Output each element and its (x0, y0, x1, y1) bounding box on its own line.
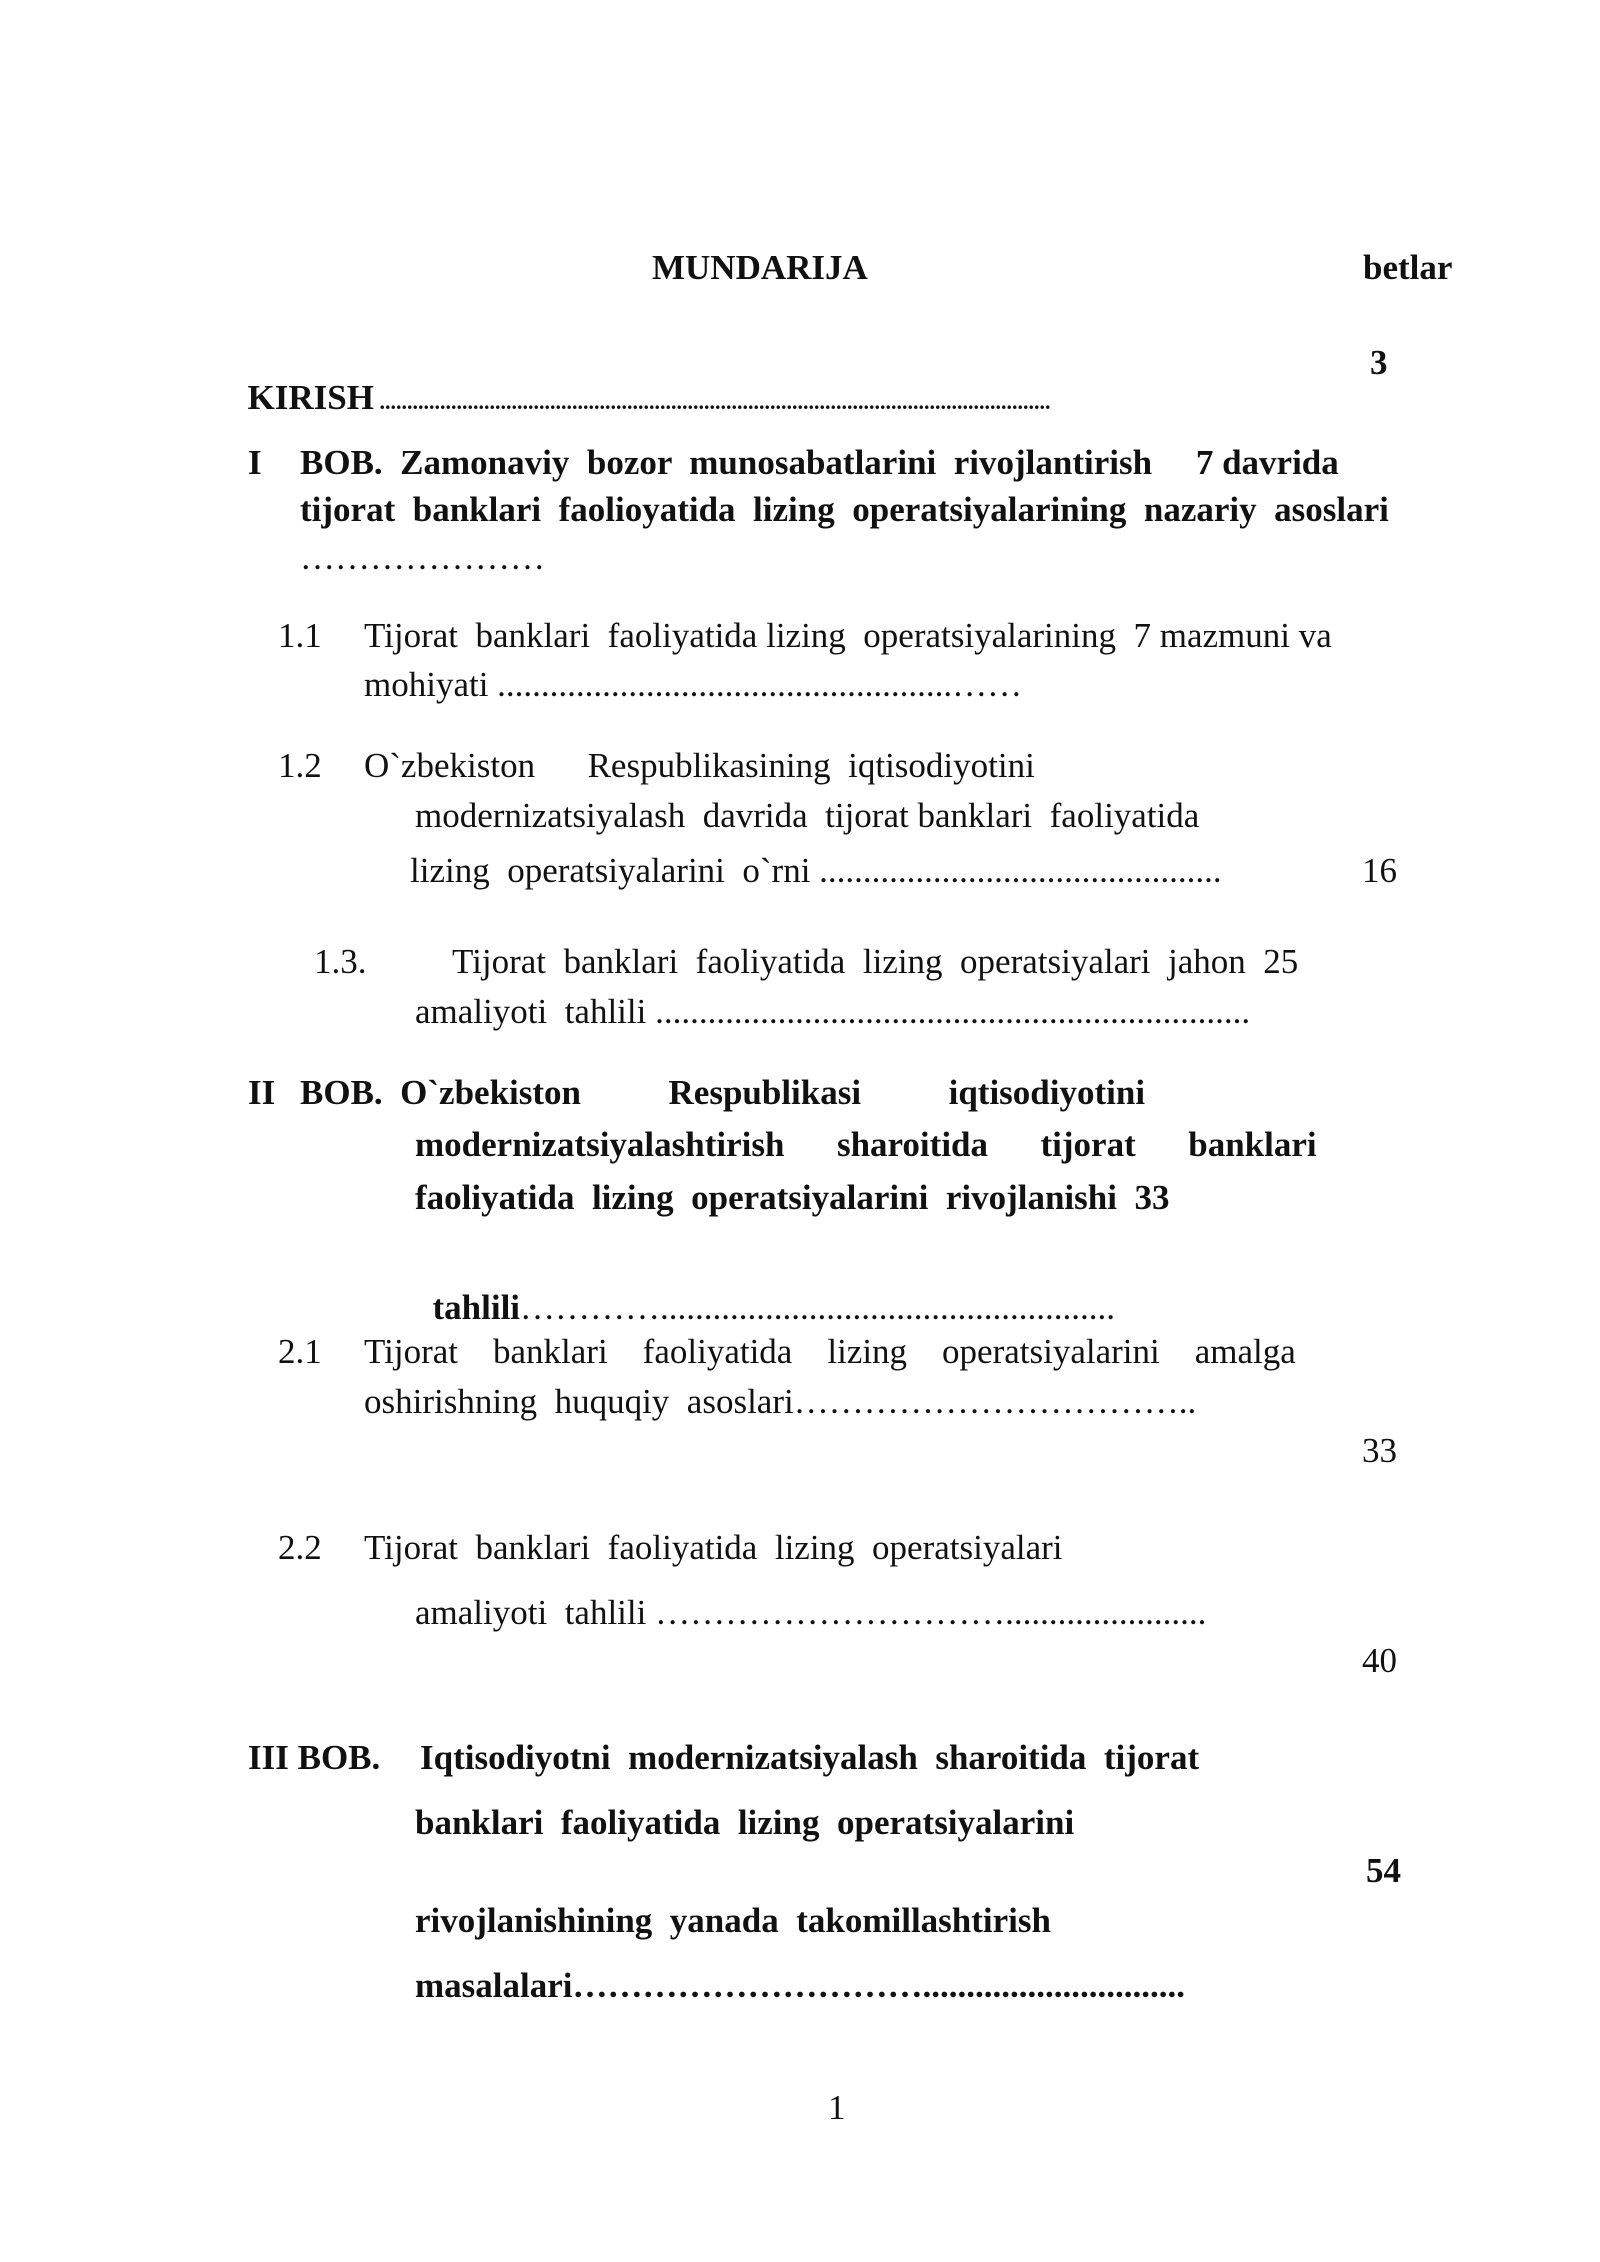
section-title-line: Tijorat banklari faoliyatida lizing operatsiyalari (364, 1528, 1063, 1567)
toc-entry-label: KIRISH (247, 378, 374, 417)
section-title-line: Tijorat banklari faoliyatida lizing operatsiyalarining 7 mazmuni va (364, 616, 1332, 655)
chapter-number: I (248, 443, 262, 482)
chapter-title-line (415, 1255, 1115, 1325)
chapter-title-line: masalalari………………………….............................. (415, 1966, 1185, 2005)
chapter-title-line: banklari faoliyatida lizing operatsiyalarini (415, 1803, 1075, 1842)
pages-column-label: betlar (1363, 248, 1453, 287)
toc-entry-kirish (230, 345, 1050, 415)
section-title-line: mohiyati ....................................................…… (364, 665, 1023, 704)
page-number: 1 (828, 2088, 846, 2127)
section-title-line: modernizatsiyalash davrida tijorat banklari faoliyatida (415, 796, 1200, 835)
section-title-line: Tijorat banklari faoliyatida lizing operatsiyalari jahon 25 (452, 942, 1299, 981)
chapter-number: II (248, 1073, 276, 1112)
chapter-title-line: modernizatsiyalashtirish sharoitida tijorat banklari (415, 1125, 1317, 1164)
toc-page-kirish: 3 (1370, 343, 1388, 382)
chapter-title-line: tijorat banklari faolioyatida lizing operatsiyalarining nazariy asoslari (300, 490, 1389, 529)
section-number: 1.1 (278, 616, 322, 655)
toc-leader-dots: ………….................................................... (520, 1288, 1116, 1327)
chapter-title-line: rivojlanishining yanada takomillashtirish (415, 1901, 1051, 1940)
section-title-line: oshirishning huquqiy asoslari…………………………….. (364, 1382, 1197, 1421)
section-title-line: O`zbekiston Respublikasining iqtisodiyotini (364, 746, 1035, 785)
toc-title: MUNDARIJA (652, 248, 868, 287)
chapter-title-line: faoliyatida lizing operatsiyalarini rivojlanishi 33 (415, 1178, 1170, 1217)
toc-page-1-2: 16 (1362, 851, 1397, 890)
toc-page-chapter-3: 54 (1366, 1851, 1401, 1890)
section-title-line: Tijorat banklari faoliyatida lizing operatsiyalarini amalga (364, 1332, 1296, 1371)
section-number: 1.2 (278, 746, 322, 785)
chapter-title-line: Iqtisodiyotni modernizatsiyalash sharoitida tijorat (420, 1738, 1200, 1777)
chapter-title-line: BOB. Zamonaviy bozor munosabatlarini rivojlantirish 7 davrida (300, 443, 1339, 482)
section-title-line: amaliyoti tahlili …………………………....................... (415, 1593, 1207, 1632)
toc-page-2-1: 33 (1362, 1431, 1397, 1470)
chapter-title-word: tahlili (432, 1288, 521, 1327)
section-number: 2.1 (278, 1332, 322, 1371)
section-title-line: lizing operatsiyalarini o`rni .............................................. (410, 851, 1222, 890)
chapter-number: III BOB. (248, 1738, 381, 1777)
chapter-title-line: BOB. O`zbekiston Respublikasi iqtisodiyotini (300, 1073, 1146, 1112)
toc-leader-dots: .......................................................................................................................... (373, 389, 1051, 414)
section-title-line: amaliyoti tahlili .................................................................... (415, 992, 1251, 1031)
section-number: 2.2 (278, 1528, 322, 1567)
section-number: 1.3. (314, 942, 367, 981)
toc-leader-dots: ………………… (300, 538, 545, 577)
toc-page-2-2: 40 (1362, 1641, 1397, 1680)
